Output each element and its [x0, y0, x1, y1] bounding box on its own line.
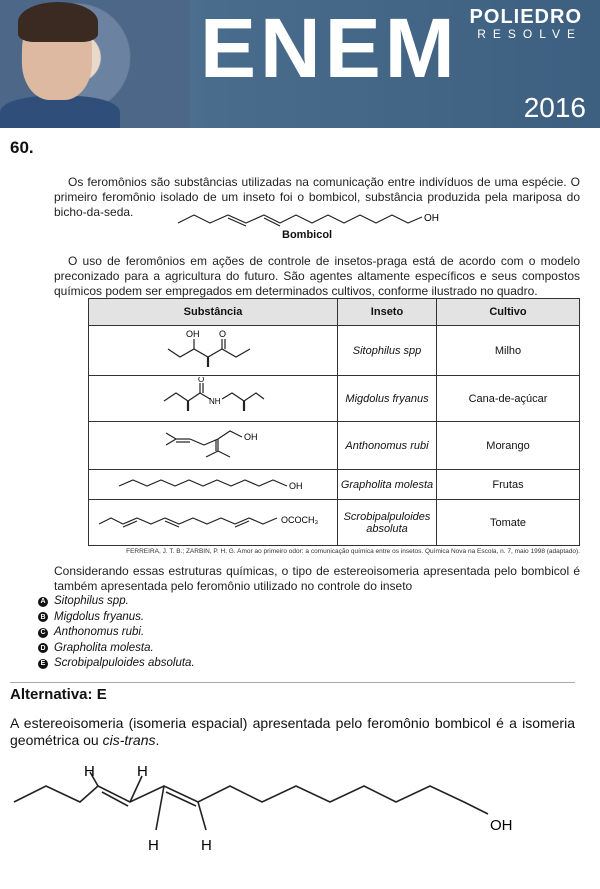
oh-label: OH — [186, 329, 200, 339]
hydrogen-label: H — [148, 837, 159, 854]
alternative-text: Scrobipalpuloides absoluta. — [54, 657, 195, 669]
bombicol-oh-label: OH — [424, 213, 439, 224]
structure-cell — [89, 422, 338, 470]
alternative-a — [38, 594, 195, 610]
structure-cell — [89, 500, 338, 546]
question-paragraph-2: O uso de feromônios em ações de controle de insetos-praga está de acordo com o modelo preconizado para a agricultura do futuro. São agentes altamente específicos e seus compostos químicos podem ser empregados em determinados cultivos, conforme ilustrado no quadro. — [54, 254, 580, 298]
structure-migdolus — [158, 377, 268, 417]
alternative-b — [38, 610, 195, 626]
student-photo — [0, 0, 190, 128]
photo-hair — [18, 2, 98, 42]
letter-badge: C — [38, 628, 48, 638]
section-divider — [10, 682, 575, 683]
brand-logo — [470, 6, 582, 41]
letter-badge: D — [38, 643, 48, 653]
alternatives-list — [38, 594, 195, 672]
o-label: O — [219, 329, 227, 339]
table-row — [89, 470, 580, 500]
insect-name: Sitophilus spp — [338, 326, 437, 376]
bombicol-label: Bombicol — [282, 229, 333, 241]
question-paragraph-3: Considerando essas estruturas químicas, o tipo de estereoisomeria apresentada pelo bombicol é também apresentada pelo feromônio utilizado no controle do inseto — [54, 564, 580, 593]
explanation-end: . — [155, 732, 160, 748]
answer-explanation — [10, 715, 575, 749]
nh-label: NH — [209, 397, 221, 406]
question-paragraph-1: Os feromônios são substâncias utilizadas na comunicação entre indivíduos de uma espécie. O primeiro feromônio isolado de um inseto foi o bombicol, substância produzida pela mariposa do bicho-da-seda. — [54, 175, 580, 219]
brand-line1: POLIEDRO — [469, 6, 582, 28]
table-row — [89, 326, 580, 376]
crop-name: Tomate — [437, 500, 580, 546]
structure-anthonomus — [158, 423, 268, 465]
exam-title: ENEM — [200, 1, 459, 95]
pheromone-table — [88, 298, 580, 546]
insect-name: Migdolus fryanus — [338, 376, 437, 422]
hydrogen-label: H — [84, 763, 95, 780]
bombicol-answer-structure — [0, 758, 600, 858]
exam-year: 2016 — [523, 92, 586, 123]
table-row — [89, 422, 580, 470]
ococh3-label: OCOCH₃ — [281, 515, 319, 525]
hydrogen-label: H — [201, 837, 212, 854]
alternative-text: Grapholita molesta. — [54, 641, 154, 654]
crop-name: Cana-de-açúcar — [437, 376, 580, 422]
oh-label: OH — [289, 481, 303, 491]
hydrogen-label: H — [137, 763, 148, 780]
table-header-inseto: Inseto — [338, 299, 437, 326]
answer-label: Alternativa: E — [10, 686, 107, 703]
insect-name: Grapholita molesta — [338, 470, 437, 500]
alternative-text: Sitophilus spp. — [54, 595, 129, 607]
explanation-text: A estereoisomeria (isomeria espacial) apresentada pelo feromônio bombicol é a isomeria geométrica ou — [10, 715, 575, 748]
insect-name: Anthonomus rubi — [338, 422, 437, 470]
letter-badge: A — [38, 597, 48, 607]
structure-cell — [89, 326, 338, 376]
alternative-text: Migdolus fryanus. — [54, 610, 145, 623]
structure-scrobipalpuloides — [93, 508, 333, 534]
structure-grapholita — [113, 472, 313, 494]
bombicol-structure — [170, 207, 450, 229]
explanation-italic: cis-trans — [102, 732, 156, 748]
alternative-text: Anthonomus rubi. — [54, 626, 145, 638]
insect-name: Scrobipalpuloides absoluta — [338, 500, 437, 546]
crop-name: Morango — [437, 422, 580, 470]
structure-sitophilus — [158, 327, 268, 371]
hydroxyl-label: OH — [490, 817, 513, 834]
table-row — [89, 376, 580, 422]
source-reference: FERREIRA, J. T. B.; ZARBIN, P. H. G. Amor ao primeiro odor: a comunicação química entre os insetos. Química Nova na Escola, n. 7, maio 1998 (adaptado). — [126, 548, 580, 555]
alternative-d — [38, 641, 195, 657]
table-header-substancia: Substância — [89, 299, 338, 326]
photo-shirt — [0, 96, 120, 128]
crop-name: Milho — [437, 326, 580, 376]
o-label: O — [198, 377, 205, 384]
structure-cell — [89, 470, 338, 500]
brand-line2: RESOLVE — [477, 27, 582, 41]
table-row — [89, 500, 580, 546]
alternative-c — [38, 625, 195, 641]
oh-label: OH — [244, 432, 258, 442]
letter-badge: E — [38, 659, 48, 669]
letter-badge: B — [38, 612, 48, 622]
table-header-row — [89, 299, 580, 326]
crop-name: Frutas — [437, 470, 580, 500]
structure-cell — [89, 376, 338, 422]
alternative-e — [38, 656, 195, 672]
question-number: 60. — [10, 138, 34, 157]
page-header — [0, 0, 600, 128]
table-header-cultivo: Cultivo — [437, 299, 580, 326]
